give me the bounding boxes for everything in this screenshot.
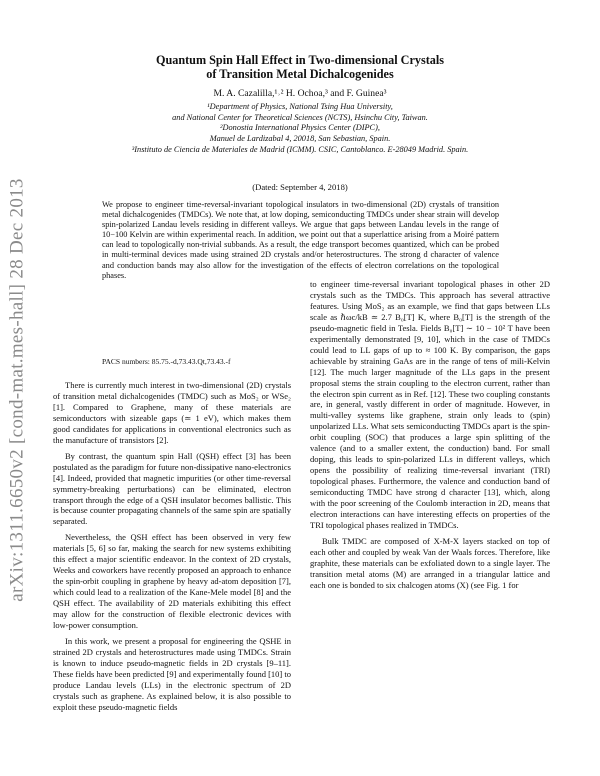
affiliations — [60, 102, 540, 156]
body-paragraph: By contrast, the quantum spin Hall (QSH) effect [3] has been postulated as the paradigm for future non-dissipative nano-electronics [4]. Indeed, provided that magnetic impurities (or other time-reversal symmetry-breaking perturbations) can be eliminated, electron transport through the edge of a QSH insulator becomes ballistic. This is because counter propagating channels of the same spin are spatially separated. — [53, 450, 291, 527]
arxiv-identifier: arXiv:1311.6650v2 [cond-mat.mes-hall] 28 Dec 2013 — [7, 178, 29, 602]
body-paragraph: Nevertheless, the QSH effect has been observed in very few materials [5, 6] so far, making the search for new systems exhibiting this effect a major scientific endeavor. In the context of 2D crystals, Weeks and coworkers have recently proposed an approach to enhance the spin-orbit coupling in graphene by heavy ad-atom deposition [7], which could lead to a realization of the Kane-Mele model [8] and the QSH effect. The availability of 2D materials exhibiting this effect may allow for the construction of flexible electronic devices with low-power consumption. — [53, 532, 291, 631]
right-column — [310, 279, 550, 596]
left-column — [53, 380, 291, 718]
body-paragraph: There is currently much interest in two-dimensional (2D) crystals of transition metal dichalcogenides (TMDC) such as MoS₂ or WSe₂ [1]. Compared to Graphene, many of these materials are semiconductors with sizeable gaps (≃ 1 eV), which makes them good candidates for applications in conventional electronics such as the manufacture of transistors [2]. — [53, 380, 291, 445]
date-line: (Dated: September 4, 2018) — [252, 182, 348, 192]
affiliation-line: ³Instituto de Ciencia de Materiales de Madrid (ICMM). CSIC, Cantoblanco. E-28049 Madrid. Spain. — [131, 144, 469, 154]
body-paragraph: Bulk TMDC are composed of X-M-X layers stacked on top of each other and coupled by weak Van der Waals forces. Therefore, like graphite, these materials can be exfoliated down to a single layer. The transition metal atoms (M) are arranged in a triangular lattice and each one is bonded to six chalcogen atoms (X) (see Fig. 1 for — [310, 535, 550, 590]
title-line-1: Quantum Spin Hall Effect in Two-dimensional Crystals — [155, 53, 445, 67]
affiliation-line: ¹Department of Physics, National Tsing Hua University, — [207, 102, 393, 111]
author-list: M. A. Cazalilla,¹˒² H. Ochoa,³ and F. Guinea³ — [213, 88, 387, 99]
affiliation-line: Manuel de Lardizabal 4, 20018, San Sebastian, Spain. — [209, 134, 391, 144]
title-line-2: of Transition Metal Dichalcogenides — [206, 67, 394, 81]
affiliation-line: ²Donostia International Physics Center (DIPC), — [220, 123, 380, 133]
pacs-numbers: PACS numbers: 85.75.-d,73.43.Qt,73.43.-f — [102, 357, 231, 366]
body-paragraph: In this work, we present a proposal for engineering the QSHE in strained 2D crystals and heterostructures made using TMDCs. Strain is known to induce pseudo-magnetic fields in 2D crystals [9–11]. These fields have been predicted [9] and experimentally found [10] to produce Landau levels (LLs) in the electronic spectrum of 2D crystals such as graphene. As explained below, it is also possible to exploit these pseudo-magnetic fields — [53, 635, 291, 712]
paper-title — [100, 53, 500, 81]
arxiv-side-label — [6, 160, 30, 620]
body-paragraph: to engineer time-reversal invariant topological phases in other 2D crystals such as the TMDCs. This approach has several attractive features. Using MoS₂ as an example, we find that gaps between LLs scale as ℏωc/kB ≃ 2.7 B₀[T] K, where B₀[T] is the strength of the pseudo-magnetic field in Tesla. Fields B₀[T] ∼ 10 − 10² T have been experimentally demonstrated [9, 10], which in the case of TMDCs could lead to LL gaps of up to ≈ 100 K. By comparison, the gaps achievable by straining GaAs are in the range of tens of mili-Kelvin [12]. The much larger magnitude of the LLs gaps in the present proposal stems the strain coupling to the electron current, rather than the electron spin current as in Ref. [12]. These two coupling constants are, in general, vastly different in order of magnitude. However, in multi-valley systems like graphene, strain only leads to (spin) unpolarized LLs. What sets semiconducting TMDCs apart is the spin-orbit coupling (SOC) that produces a large spin splitting of the valence (and to a smaller extent, the conduction) band. For small doping, this leads to spin-polarized LLs in different valleys, which opens the possibility of realizing time-reversal invariant (TRI) topological phases. Furthermore, the valence and conduction band of semiconducting TMDC have strong d character [13], which, along with the poor screening of the Coulomb interaction in 2D, means that electron interactions can have interesting effects on properties of the TRI topological phases realized in TMDCs. — [310, 279, 550, 530]
abstract: We propose to engineer time-reversal-invariant topological insulators in two-dimensional (2D) crystals of transition metal dichalcogenides (TMDCs). We note that, at low doping, semiconducting TMDCs under shear strain will develop spin-polarized Landau levels residing in different valleys. We argue that gaps between Landau levels in the range of 10−100 Kelvin are within experimental reach. In addition, we point out that a superlattice arising from a Moiré pattern can lead to topologically non-trivial subbands. As a result, the edge transport becomes quantized, which can be probed in multi-terminal devices made using strained 2D crystals and/or heterostructures. The strong d character of valence and conduction bands may also allow for the investigation of the effects of electron correlations on the topological phases. — [102, 200, 499, 280]
affiliation-line: and National Center for Theoretical Sciences (NCTS), Hsinchu City, Taiwan. — [172, 112, 428, 122]
